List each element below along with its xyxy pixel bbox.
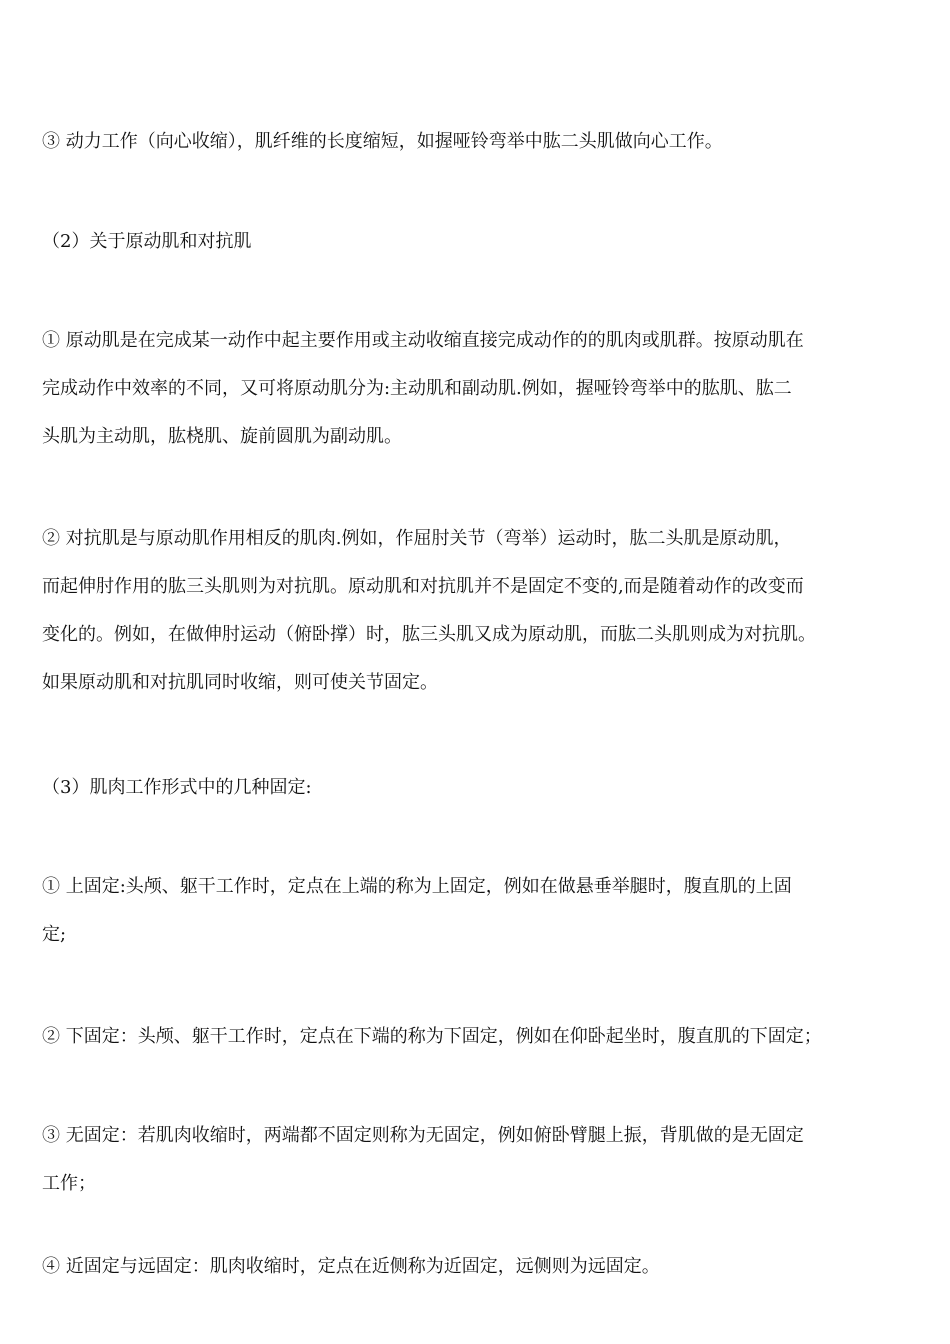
paragraph-agonist [42, 317, 910, 461]
text-line: ③ 动力工作（向心收缩），肌纤维的长度缩短，如握哑铃弯举中肱二头肌做向心工作。 [42, 131, 723, 152]
paragraph-no-fixation [42, 1112, 910, 1208]
text-line: 如果原动肌和对抗肌同时收缩，则可使关节固定。 [42, 672, 438, 693]
heading-text: （3）肌肉工作形式中的几种固定: [42, 777, 312, 798]
paragraph-upper-fixation [42, 863, 910, 959]
text-line: ① 原动肌是在完成某一动作中起主要作用或主动收缩直接完成动作的的肌肉或肌群。按原动肌在 [42, 330, 804, 351]
section-heading-fixation-types [42, 764, 910, 812]
text-line: 变化的。例如，在做伸肘运动（俯卧撑）时，肱三头肌又成为原动肌，而肱二头肌则成为对抗肌。 [42, 624, 816, 645]
text-line: 定; [42, 924, 67, 945]
text-line: 而起伸肘作用的肱三头肌则为对抗肌。原动肌和对抗肌并不是固定不变的,而是随着动作的改变而 [42, 576, 804, 597]
section-heading-agonist-antagonist [42, 218, 910, 266]
text-line: 头肌为主动肌，肱桡肌、旋前圆肌为副动肌。 [42, 426, 402, 447]
text-line: ① 上固定:头颅、躯干工作时，定点在上端的称为上固定，例如在做悬垂举腿时，腹直肌的上固 [42, 876, 792, 897]
text-line: 完成动作中效率的不同，又可将原动肌分为:主动肌和副动肌.例如，握哑铃弯举中的肱肌、肱二 [42, 378, 792, 399]
paragraph-antagonist [42, 515, 910, 707]
paragraph-lower-fixation [42, 1013, 910, 1061]
text-line: ④ 近固定与远固定：肌肉收缩时，定点在近侧称为近固定，远侧则为远固定。 [42, 1256, 660, 1277]
heading-text: （2）关于原动肌和对抗肌 [42, 231, 252, 252]
text-line: ② 对抗肌是与原动肌作用相反的肌肉.例如，作屈肘关节（弯举）运动时，肱二头肌是原动肌， [42, 528, 792, 549]
text-line: ② 下固定：头颅、躯干工作时，定点在下端的称为下固定，例如在仰卧起坐时，腹直肌的下固定； [42, 1026, 822, 1047]
paragraph-proximal-distal-fixation [42, 1243, 910, 1291]
text-line: ③ 无固定：若肌肉收缩时，两端都不固定则称为无固定，例如俯卧臂腿上振，背肌做的是无固定 [42, 1125, 804, 1146]
text-line: 工作； [42, 1173, 96, 1194]
paragraph-concentric-work [42, 118, 910, 166]
